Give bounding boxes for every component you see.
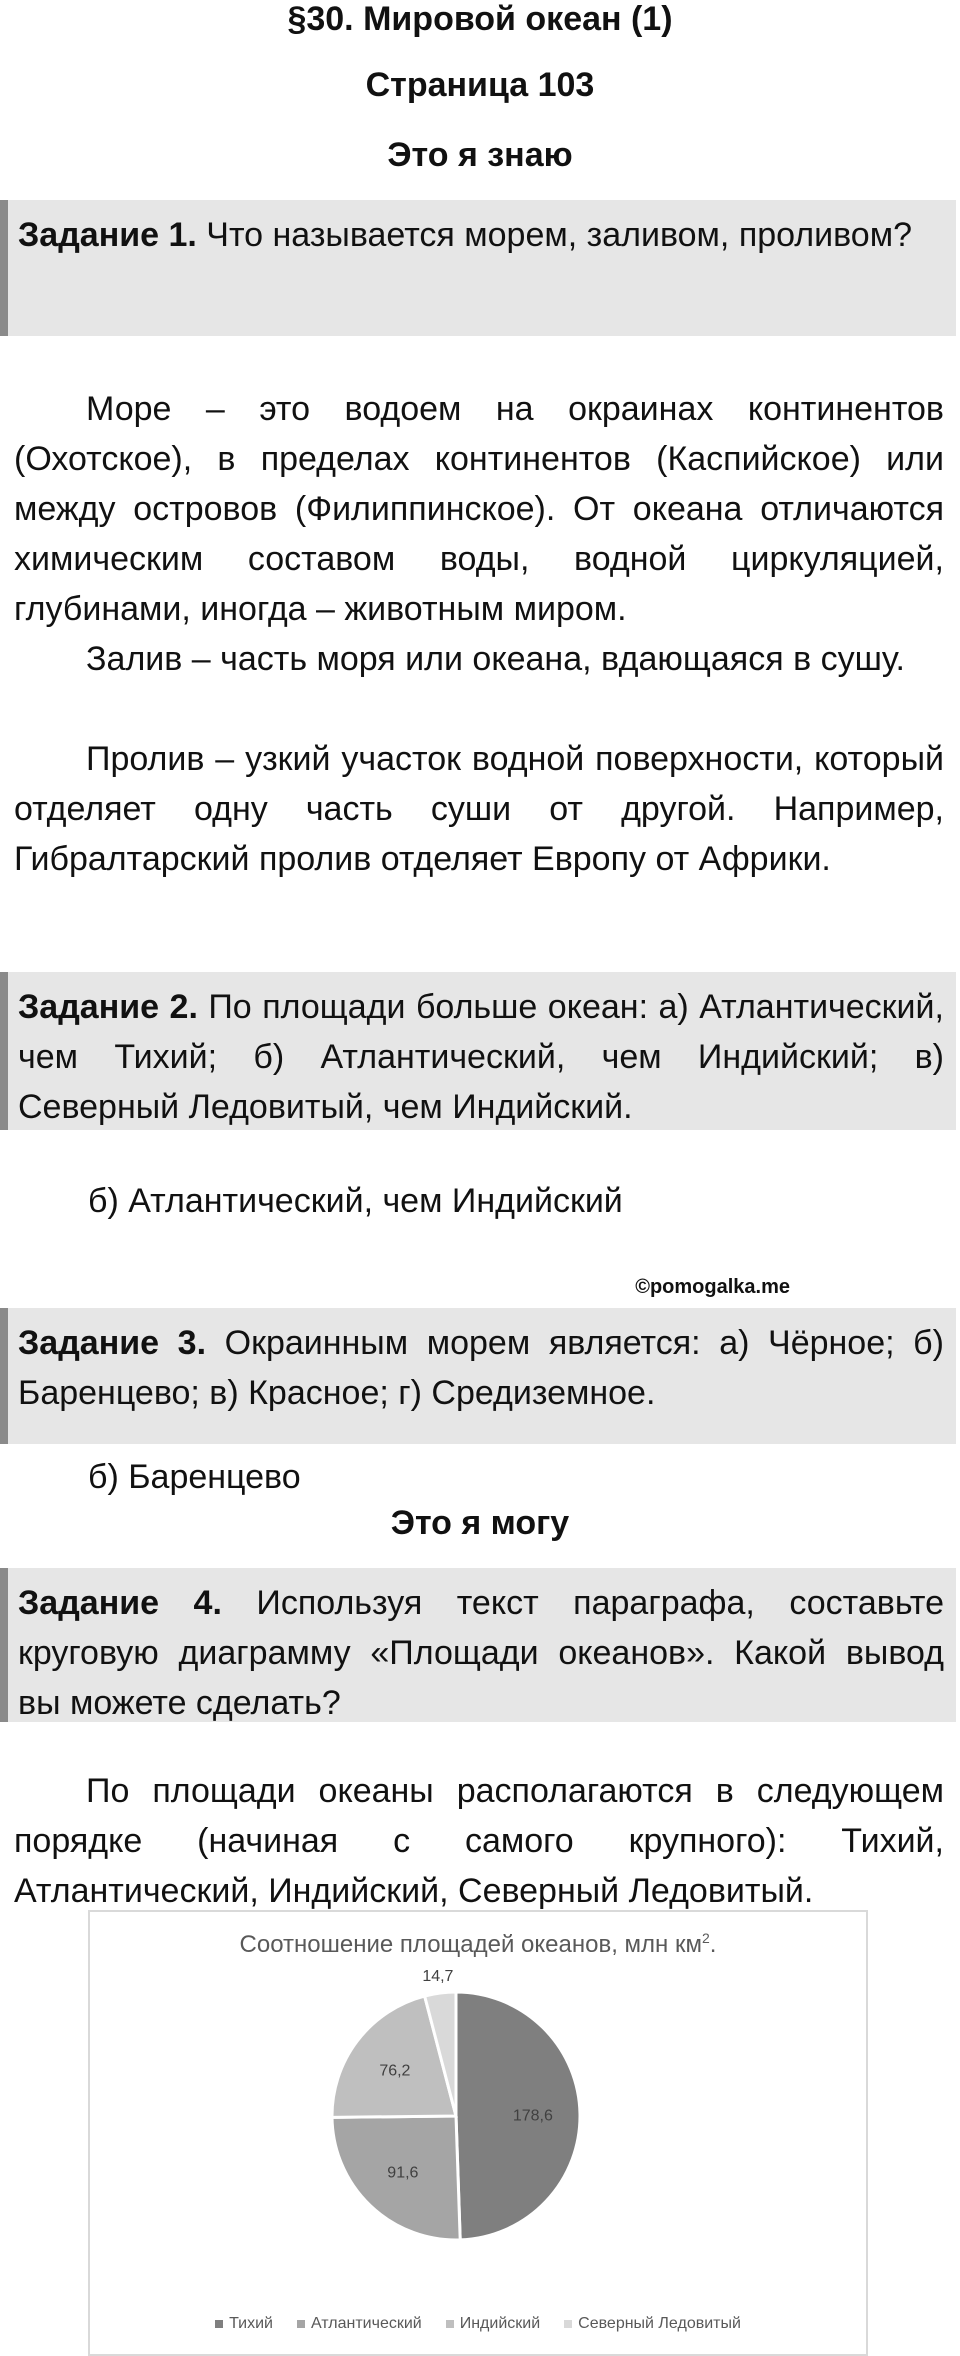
- paragraph-title: §30. Мировой океан (1): [287, 0, 673, 38]
- chart-title-superscript: 2: [701, 1930, 710, 1946]
- page-number: Страница 103: [365, 66, 595, 104]
- task-1-box: [0, 200, 956, 336]
- task-1-question: Что называется морем, заливом, проливом?: [196, 216, 913, 254]
- pie-value-label-3: 76,2: [379, 2062, 411, 2080]
- legend-swatch-1: [215, 2320, 223, 2328]
- legend-item-1: [215, 2315, 273, 2333]
- pie-value-label-4: 14,7: [422, 1968, 454, 1986]
- pie-value-label-1: 178,6: [512, 2107, 553, 2125]
- legend-item-3: [446, 2315, 540, 2333]
- chart-title-text: Соотношение площадей океанов, млн км: [239, 1931, 702, 1958]
- task-1-answer-gulf: Залив – часть моря или океана, вдающаяся в сушу.: [86, 640, 905, 678]
- task-2-question: По площади больше океан: а) Атлантический, чем Тихий; б) Атлантический, чем Индийский; в) Северный Ледовитый, чем Индийский.: [18, 988, 944, 1126]
- pie-value-label-2: 91,6: [387, 2164, 419, 2182]
- task-3-box: [0, 1308, 956, 1444]
- section-heading-know: Это я знаю: [387, 136, 573, 174]
- chart-title-end: .: [709, 1931, 717, 1958]
- task-3-answer: б) Баренцево: [88, 1458, 301, 1496]
- chart-legend: [90, 2315, 866, 2333]
- task-1-answer-sea: Море – это водоем на окраинах континентов (Охотское), в пределах континентов (Каспийское) или между островов (Филиппинское). От океана отличаются химическим составом воды, водной циркуляцией, глубинами, иногда – животным миром.: [14, 390, 944, 628]
- legend-label-4: Северный Ледовитый: [578, 2315, 741, 2332]
- legend-label-2: Атлантический: [310, 2315, 422, 2332]
- watermark: ©pomogalka.me: [635, 1276, 790, 1298]
- task-2-label: Задание 2.: [18, 988, 198, 1026]
- task-3-question: Окраинным морем является: а) Чёрное; б) Баренцево; в) Красное; г) Средиземное.: [18, 1324, 944, 1412]
- task-4-question: Используя текст параграфа, составьте круговую диаграмму «Площади океанов». Какой вывод вы можете сделать?: [18, 1584, 944, 1722]
- task-4-label: Задание 4.: [18, 1584, 222, 1622]
- legend-label-1: Тихий: [229, 2315, 273, 2332]
- pie-chart-svg: [90, 1912, 866, 2302]
- legend-swatch-4: [564, 2320, 572, 2328]
- task-3-label: Задание 3.: [18, 1324, 207, 1362]
- legend-label-3: Индийский: [459, 2315, 541, 2332]
- pie-chart: [88, 1910, 868, 2356]
- task-4-answer: По площади океаны располагаются в следующем порядке (начиная с самого крупного): Тихий, Атлантический, Индийский, Северный Ледовитый.: [14, 1772, 944, 1910]
- task-1-label: Задание 1.: [18, 216, 197, 254]
- legend-item-2: [297, 2315, 422, 2333]
- task-2-box: [0, 972, 956, 1130]
- task-2-answer: б) Атлантический, чем Индийский: [88, 1182, 623, 1220]
- legend-item-4: [564, 2315, 741, 2333]
- legend-swatch-2: [297, 2320, 305, 2328]
- section-heading-can: Это я могу: [390, 1504, 570, 1542]
- legend-swatch-3: [446, 2320, 454, 2328]
- task-1-answer-strait: Пролив – узкий участок водной поверхности, который отделяет одну часть суши от другой. Например, Гибралтарский пролив отделяет Европу от Африки.: [14, 740, 944, 878]
- task-4-box: [0, 1568, 956, 1722]
